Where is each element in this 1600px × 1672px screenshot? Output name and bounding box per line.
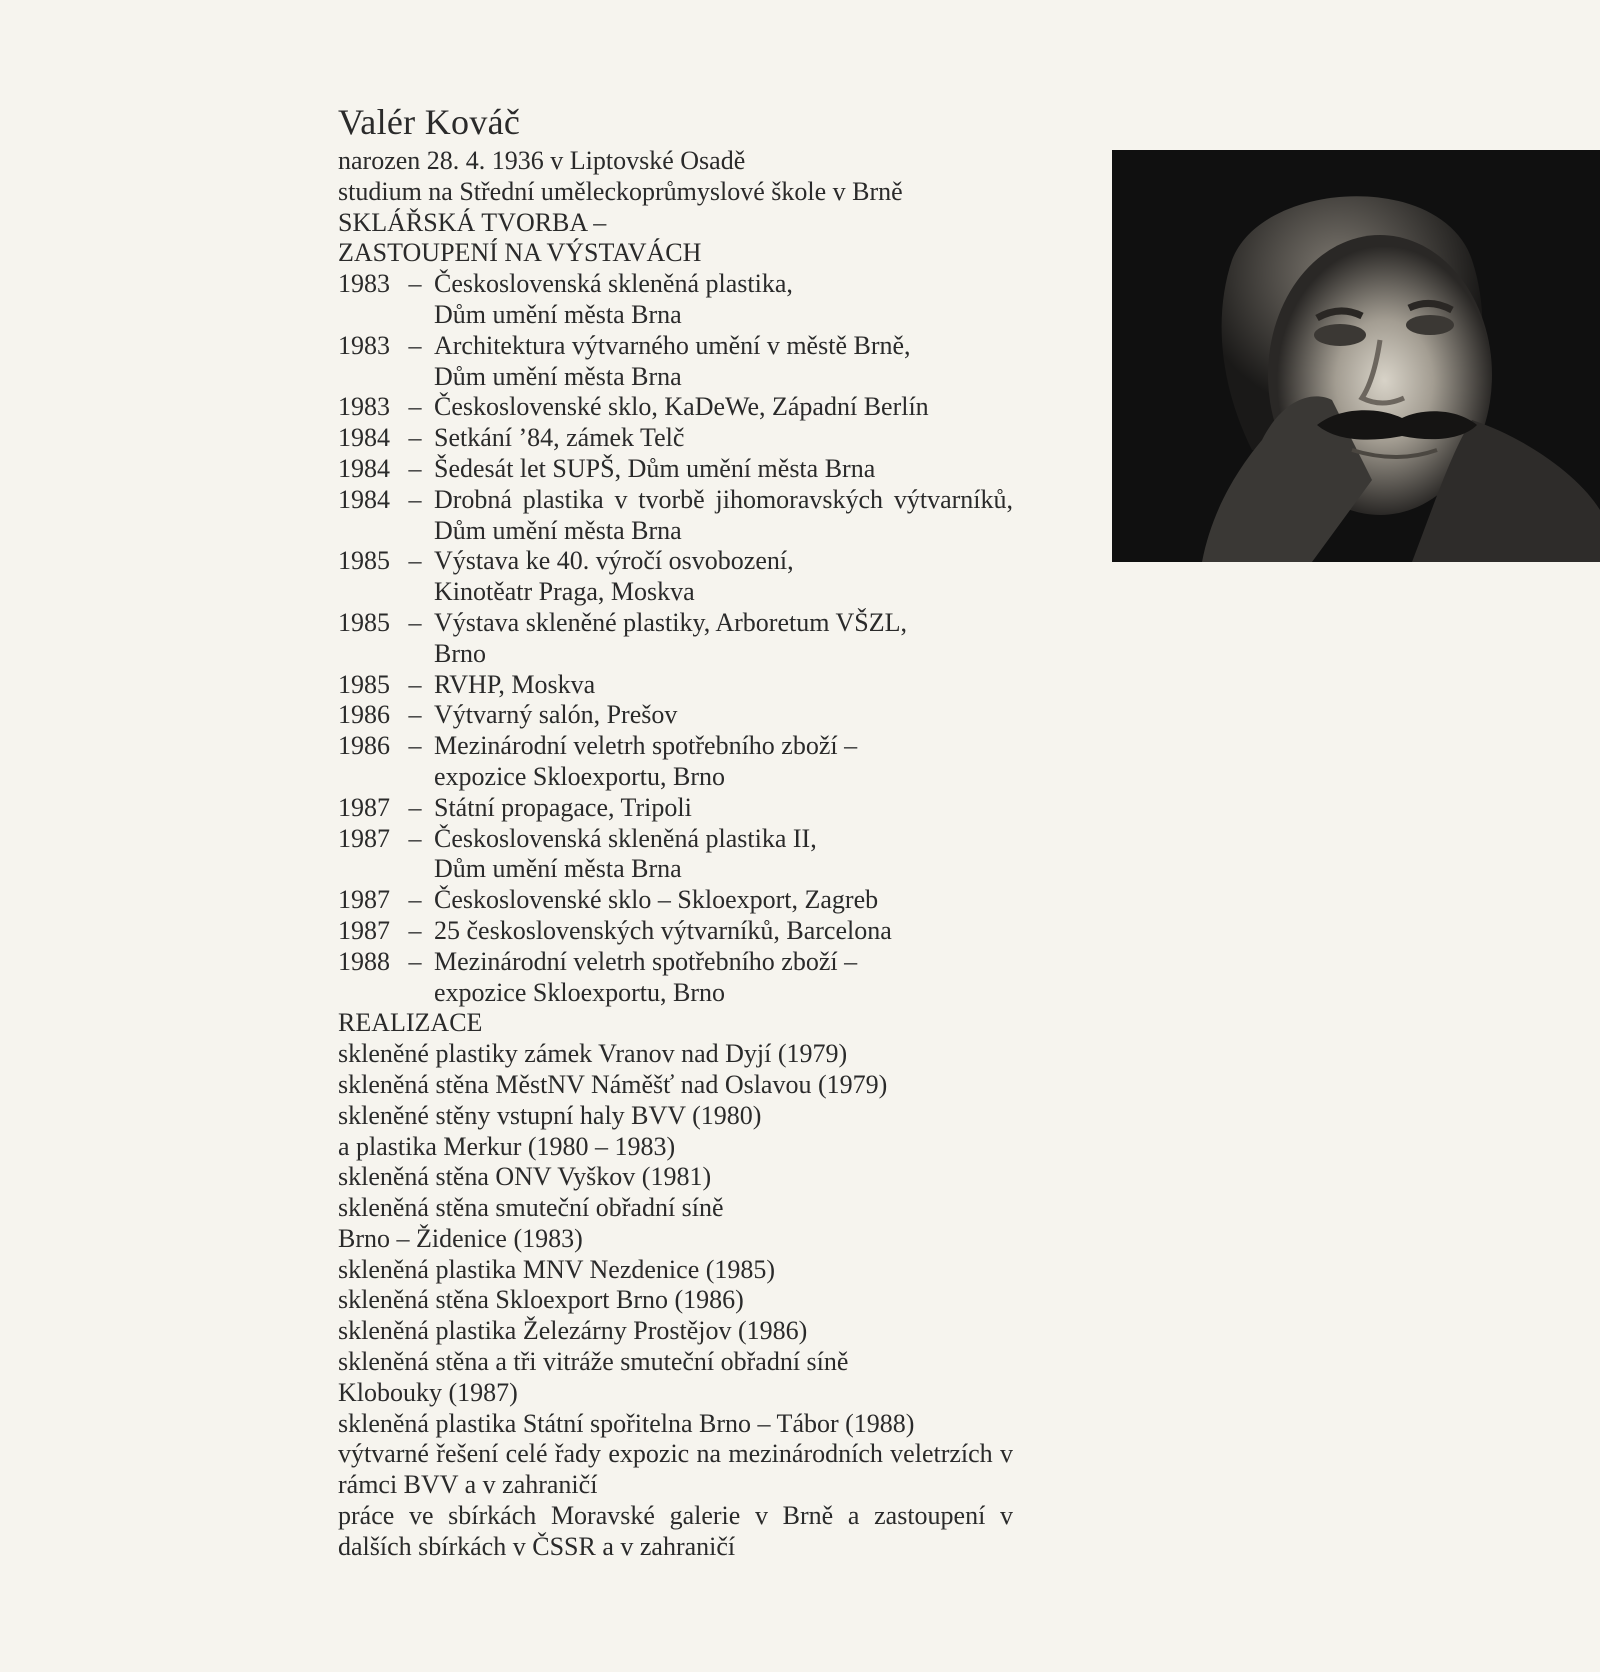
exhibition-entry (338, 608, 1013, 670)
realization-line: skleněná stěna MěstNV Náměšť nad Oslavou (1979) (338, 1069, 888, 1099)
exhibition-entry (338, 916, 1013, 947)
exhibition-year: 1983 (338, 269, 390, 299)
exhibition-entry (338, 392, 1013, 423)
exhibition-dash: – (408, 700, 422, 730)
realization-line: Klobouky (1987) (338, 1377, 518, 1407)
exhibition-dash: – (408, 792, 422, 822)
exhibition-description: Výtvarný salón, Prešov (434, 700, 678, 730)
realizations-list (338, 1039, 1013, 1563)
exhibition-dash: – (408, 607, 422, 637)
exhibition-year: 1986 (338, 731, 390, 761)
exhibition-description: Československé sklo, KaDeWe, Západní Berlín (434, 392, 929, 422)
birth-info: narozen 28. 4. 1936 v Liptovské Osadě (338, 146, 746, 175)
exhibition-description: Státní propagace, Tripoli (434, 792, 692, 822)
realization-line: skleněná stěna smuteční obřadní síně (338, 1193, 724, 1223)
exhibition-dash: – (408, 915, 422, 945)
exhibition-description: Setkání ’84, zámek Telč (434, 423, 685, 453)
exhibition-year: 1984 (338, 484, 390, 514)
exhibition-dash: – (408, 269, 422, 299)
exhibition-entry (338, 793, 1013, 824)
realization-line: skleněná plastika Železárny Prostějov (1986) (338, 1316, 808, 1346)
exhibitions-heading-line2: ZASTOUPENÍ NA VÝSTAVÁCH (338, 238, 702, 268)
exhibition-dash: – (408, 731, 422, 761)
realization-line: a plastika Merkur (1980 – 1983) (338, 1131, 676, 1161)
study-info: studium na Střední uměleckoprůmyslové škole v Brně (338, 176, 903, 206)
artist-name: Valér Kováč (338, 102, 521, 142)
exhibition-dash: – (408, 392, 422, 422)
exhibition-description: Architektura výtvarného umění v městě Brně, Dům umění města Brna (434, 330, 911, 391)
exhibition-year: 1987 (338, 915, 390, 945)
biography-text (338, 100, 1013, 1563)
artist-portrait-photo (1112, 150, 1600, 562)
portrait-icon (1112, 150, 1600, 562)
exhibitions-heading-line1: SKLÁŘSKÁ TVORBA – (338, 207, 607, 237)
exhibition-description: Výstava skleněné plastiky, Arboretum VŠZL, Brno (434, 607, 907, 668)
realization-line: skleněná plastika MNV Nezdenice (1985) (338, 1254, 776, 1284)
realization-line: skleněné plastiky zámek Vranov nad Dyjí (1979) (338, 1039, 848, 1069)
exhibition-year: 1983 (338, 330, 390, 360)
exhibition-description: Drobná plastika v tvorbě jihomoravských výtvarníků, Dům umění města Brna (434, 484, 1013, 545)
realization-line: skleněná stěna a tři vitráže smuteční obřadní síně (338, 1347, 849, 1377)
exhibition-dash: – (408, 946, 422, 976)
exhibition-dash: – (408, 453, 422, 483)
exhibition-entry (338, 546, 1013, 608)
exhibition-entry (338, 423, 1013, 454)
exhibition-dash: – (408, 330, 422, 360)
exhibition-year: 1987 (338, 823, 390, 853)
exhibition-description: RVHP, Moskva (434, 669, 596, 699)
exhibition-entry (338, 885, 1013, 916)
exhibition-dash: – (408, 484, 422, 514)
exhibition-dash: – (408, 546, 422, 576)
exhibition-year: 1985 (338, 607, 390, 637)
exhibition-entry (338, 269, 1013, 331)
exhibition-description: Výstava ke 40. výročí osvobození, Kinotěatr Praga, Moskva (434, 546, 794, 607)
realization-line: skleněná stěna Skloexport Brno (1986) (338, 1285, 744, 1315)
realization-paragraph: výtvarné řešení celé řady expozic na mezinárodních veletrzích v rámci BVV a v zahraničí (338, 1439, 1013, 1500)
exhibition-year: 1984 (338, 423, 390, 453)
exhibition-year: 1986 (338, 700, 390, 730)
exhibition-entry (338, 824, 1013, 886)
collections-paragraph: práce ve sbírkách Moravské galerie v Brně a zastoupení v dalších sbírkách v ČSSR a v zahraničí (338, 1501, 1013, 1561)
exhibition-dash: – (408, 669, 422, 699)
realization-line: skleněná plastika Státní spořitelna Brno – Tábor (1988) (338, 1408, 915, 1438)
exhibition-description: Československá skleněná plastika, Dům umění města Brna (434, 269, 793, 329)
exhibition-description: Šedesát let SUPŠ, Dům umění města Brna (434, 453, 876, 483)
exhibition-dash: – (408, 823, 422, 853)
exhibition-entry (338, 731, 1013, 793)
exhibition-description: Mezinárodní veletrh spotřebního zboží – expozice Skloexportu, Brno (434, 946, 858, 1007)
exhibition-description: Československé sklo – Skloexport, Zagreb (434, 885, 879, 915)
exhibitions-list (338, 269, 1013, 1008)
exhibition-description: Mezinárodní veletrh spotřebního zboží – expozice Skloexportu, Brno (434, 731, 858, 791)
exhibition-dash: – (408, 885, 422, 915)
exhibition-year: 1988 (338, 946, 390, 976)
exhibition-description: 25 československých výtvarníků, Barcelona (434, 915, 892, 945)
realization-line: Brno – Židenice (1983) (338, 1223, 583, 1253)
exhibition-entry (338, 485, 1013, 547)
exhibition-year: 1987 (338, 792, 390, 822)
exhibition-year: 1983 (338, 392, 390, 422)
exhibition-dash: – (408, 423, 422, 453)
realization-line: skleněná stěna ONV Vyškov (1981) (338, 1162, 712, 1192)
exhibition-entry (338, 670, 1013, 701)
realization-line: skleněné stěny vstupní haly BVV (1980) (338, 1100, 762, 1130)
exhibition-year: 1985 (338, 669, 390, 699)
exhibition-entry (338, 331, 1013, 393)
exhibition-entry (338, 700, 1013, 731)
exhibition-year: 1984 (338, 453, 390, 483)
exhibition-year: 1985 (338, 546, 390, 576)
exhibition-year: 1987 (338, 885, 390, 915)
realizations-heading: REALIZACE (338, 1008, 483, 1038)
exhibition-entry (338, 947, 1013, 1009)
exhibition-entry (338, 454, 1013, 485)
exhibition-description: Československá skleněná plastika II, Dům umění města Brna (434, 823, 817, 884)
